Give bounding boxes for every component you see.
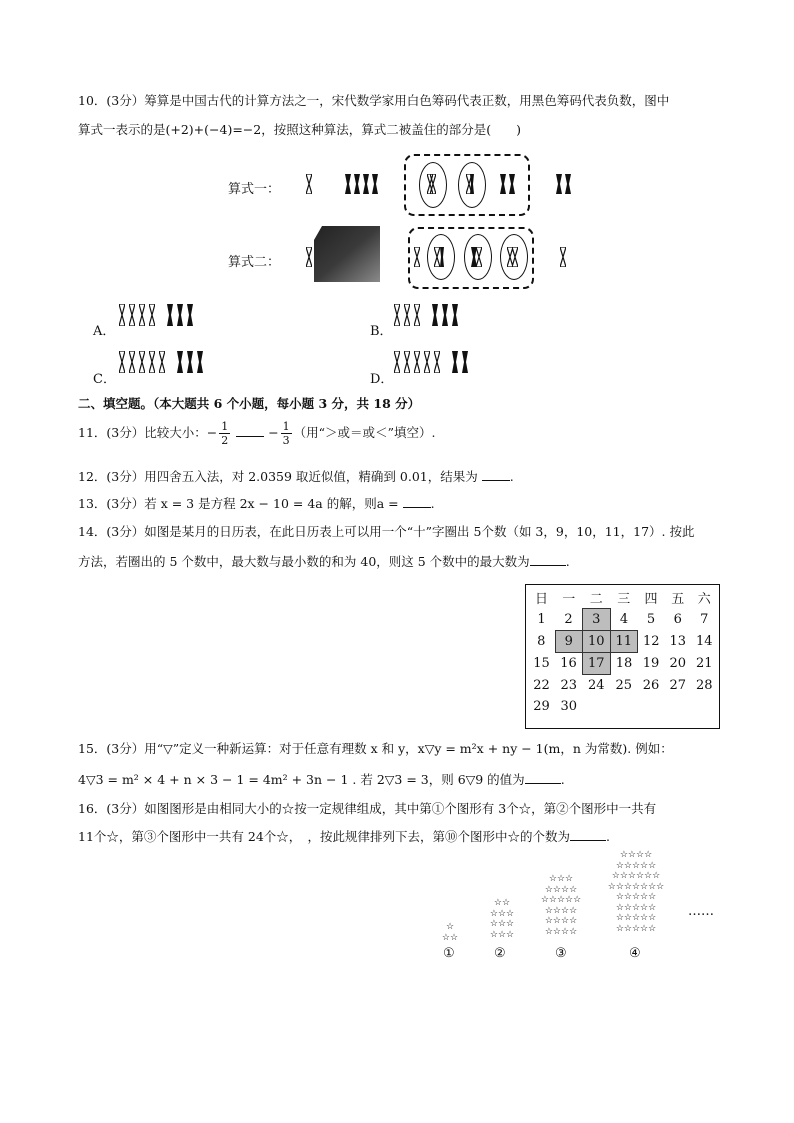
- calendar-cell: 22: [533, 677, 550, 693]
- expr2-oval-rods-2: [471, 247, 482, 267]
- q14-end: .: [565, 554, 570, 569]
- q15-line1: 15．(3分）用“▽”定义一种新运算：对于任意有理数 x 和 y，x▽y = m²x + ny − 1(m，n 为常数). 例如：: [78, 741, 673, 756]
- calendar-cell: 29: [533, 699, 550, 714]
- q10-line1: 10．(3分）筹算是中国古代的计算方法之一，宋代数学家用白色筹码代表正数，用黑色筹码代表负数，图中: [78, 93, 670, 108]
- star-figure-2: ☆☆ ☆☆☆ ☆☆☆ ☆☆☆: [489, 898, 515, 940]
- option-a-rods[interactable]: [119, 304, 193, 324]
- option-b-label[interactable]: B．: [370, 324, 393, 339]
- q16-line1: 16．(3分）如图图形是由相同大小的☆按一定规律组成，其中第①个图形有 3个☆，第②个图形中一共有: [78, 801, 657, 816]
- calendar-cell: 27: [669, 677, 687, 693]
- expr1-oval-rod-1: [427, 174, 436, 194]
- calendar-cell: 6: [673, 612, 682, 627]
- white-rod-icon: [394, 304, 400, 324]
- black-rod-icon: [432, 304, 438, 324]
- black-rod-icon: [363, 174, 369, 194]
- calendar-header: 四: [644, 592, 658, 608]
- q16-answer-blank[interactable]: [570, 828, 606, 841]
- white-rod-icon: [119, 304, 125, 324]
- calendar-cell-highlighted: 9: [555, 631, 583, 653]
- q13-end: .: [430, 496, 435, 511]
- option-c-rods[interactable]: [119, 351, 203, 371]
- calendar-cell-highlighted: 17: [583, 653, 611, 675]
- q14-text: 方法，若圈出的 5 个数中，最大数与最小数的和为 40，则这 5 个数中的最大数为: [78, 554, 530, 569]
- q11-frac2-num: 1: [282, 420, 290, 433]
- black-rod-icon: [187, 304, 193, 324]
- q11-line: [78, 420, 435, 447]
- calendar-cell: 19: [642, 656, 660, 671]
- black-rod-icon: [187, 351, 193, 371]
- calendar-cell: 26: [642, 677, 660, 693]
- calendar-cell: 23: [560, 677, 578, 693]
- expr1-oval-rod-2: [466, 174, 475, 194]
- star-figure-1: ☆ ☆☆: [441, 922, 459, 943]
- black-rod-icon: [177, 304, 183, 324]
- q16-text: 11个☆，第③个图形中一共有 24个☆， ，按此规律排列下去，第⑩个图形中☆的个数为: [78, 829, 571, 844]
- white-rod-icon: [512, 247, 518, 267]
- option-c-label[interactable]: C．: [93, 372, 116, 387]
- calendar-cell: 13: [669, 634, 687, 649]
- black-rod-icon: [442, 304, 448, 324]
- figure-label-2: ②: [494, 946, 506, 961]
- q11-prefix: 11．(3分）比较大小：−: [78, 425, 218, 440]
- white-rod-icon: [404, 304, 410, 324]
- black-rod-icon: [452, 304, 458, 324]
- q12-line: [78, 468, 514, 486]
- figure-label-4: ④: [629, 946, 641, 961]
- white-rod-icon: [430, 174, 436, 194]
- q11-mid: −: [268, 425, 279, 440]
- calendar-cell: 4: [619, 611, 629, 627]
- calendar-row: [528, 675, 718, 697]
- black-rod-icon: [177, 351, 183, 371]
- white-rod-icon: [149, 351, 155, 371]
- calendar-cell: 25: [615, 677, 633, 693]
- calendar-header: 三: [617, 592, 631, 608]
- q13-text: 13．(3分）若 x = 3 是方程 2x − 10 = 4a 的解，则a =: [78, 496, 399, 511]
- calendar-cell: 2: [564, 611, 573, 627]
- q11-answer-blank[interactable]: [236, 424, 264, 437]
- q11-frac2-den: 3: [282, 434, 290, 447]
- calendar-header: 五: [671, 592, 685, 608]
- q15-text: 4▽3 = m² × 4 + n × 3 − 1 = 4m² + 3n − 1 . 若 2▽3 = 3，则 6▽9 的值为: [78, 772, 525, 787]
- black-rod-icon: [372, 174, 378, 194]
- calendar-row: [528, 609, 718, 631]
- q14-answer-blank[interactable]: [530, 553, 566, 566]
- black-rod-icon: [462, 351, 468, 371]
- calendar-cell: 8: [537, 634, 546, 649]
- black-rod-icon: [197, 351, 203, 371]
- calendar-cell: [665, 696, 692, 717]
- black-rod-icon: [452, 351, 458, 371]
- expr1-result-rods: [556, 174, 571, 194]
- section-heading: 二、填空题。（本大题共 6 个小题，每小题 3 分，共 18 分）: [78, 396, 421, 411]
- calendar-header: 六: [697, 592, 711, 608]
- calendar-cell: 20: [669, 656, 687, 671]
- calendar-header-row: [528, 587, 718, 609]
- white-rod-icon: [394, 351, 400, 371]
- white-rod-icon: [139, 304, 145, 324]
- option-d-label[interactable]: D．: [370, 372, 394, 387]
- q11-fraction-2: [281, 420, 292, 447]
- white-rod-icon: [434, 351, 440, 371]
- option-a-label[interactable]: A．: [93, 324, 116, 339]
- expr1-white-rods: [306, 174, 312, 194]
- star-figure-4: ☆☆☆☆ ☆☆☆☆☆ ☆☆☆☆☆☆ ☆☆☆☆☆☆☆ ☆☆☆☆☆ ☆☆☆☆☆ ☆☆☆☆☆ ☆☆☆☆☆: [607, 850, 665, 934]
- calendar-cell: 15: [533, 656, 550, 671]
- figure-label-3: ③: [555, 946, 567, 961]
- white-rod-icon: [129, 304, 135, 324]
- black-rod-icon: [500, 174, 506, 194]
- white-rod-icon: [129, 351, 135, 371]
- black-rod-icon: [167, 304, 173, 324]
- q12-end: .: [509, 469, 514, 484]
- option-b-rods[interactable]: [394, 304, 458, 324]
- black-rod-icon: [439, 247, 445, 267]
- calendar-cell-highlighted: 3: [583, 609, 611, 631]
- covered-blot-image: [314, 226, 380, 282]
- expr2-oval-rods-3: [507, 247, 518, 267]
- expr1-black-rods: [345, 174, 378, 194]
- calendar-header: 一: [562, 592, 576, 608]
- calendar-cell: 21: [695, 656, 713, 671]
- calendar-cell: 30: [560, 699, 578, 714]
- star-figure-3: ☆☆☆ ☆☆☆☆ ☆☆☆☆☆ ☆☆☆☆ ☆☆☆☆ ☆☆☆☆: [540, 874, 582, 937]
- calendar-cell: 28: [695, 677, 713, 693]
- calendar: [525, 584, 720, 729]
- q14-line1: 14．(3分）如图是某月的日历表，在此日历表上可以用一个“十”字圈出 5个数（如 3，9，10，11，17）. 按此: [78, 524, 695, 539]
- white-rod-icon: [476, 247, 482, 267]
- calendar-table: [528, 587, 718, 717]
- q10-line2: 算式一表示的是(+2)+(−4)=−2，按照这种算法，算式二被盖住的部分是( ): [78, 122, 521, 137]
- black-rod-icon: [556, 174, 562, 194]
- calendar-cell: 5: [646, 612, 656, 627]
- white-rod-icon: [414, 304, 420, 324]
- q16-end: .: [606, 829, 611, 844]
- white-rod-icon: [139, 351, 145, 371]
- white-rod-icon: [306, 174, 312, 194]
- white-rod-icon: [424, 351, 430, 371]
- white-rod-icon: [159, 351, 165, 371]
- figure-label-1: ①: [443, 946, 455, 961]
- black-rod-icon: [469, 174, 475, 194]
- black-rod-icon: [345, 174, 351, 194]
- white-rod-icon: [306, 247, 312, 267]
- q12-text: 12．(3分）用四舍五入法，对 2.0359 取近似值，精确到 0.01，结果为: [78, 469, 478, 484]
- black-rod-icon: [509, 174, 515, 194]
- q13-answer-blank[interactable]: [403, 495, 431, 508]
- expr2-white-rod: [306, 247, 312, 267]
- calendar-row: [528, 653, 718, 675]
- calendar-header: 日: [534, 592, 548, 608]
- expr1-label: 算式一：: [228, 182, 281, 197]
- calendar-cell: [610, 696, 638, 717]
- q11-frac1-den: 2: [221, 434, 229, 447]
- calendar-cell-highlighted: 10: [583, 631, 611, 653]
- black-rod-icon: [354, 174, 360, 194]
- calendar-cell: [691, 696, 718, 717]
- calendar-cell-highlighted: 11: [610, 631, 638, 653]
- expr1-box-black-rods: [500, 174, 515, 194]
- black-rod-icon: [565, 174, 571, 194]
- expr2-label: 算式二：: [228, 255, 281, 270]
- calendar-cell: 24: [587, 678, 605, 693]
- q16-line2: [78, 828, 610, 846]
- expr2-result-rod: [560, 247, 566, 267]
- white-rod-icon: [149, 304, 155, 324]
- calendar-cell: 16: [560, 656, 577, 672]
- q12-answer-blank[interactable]: [482, 468, 510, 481]
- expr2-oval-rods-1: [434, 247, 445, 267]
- q15-end: .: [560, 772, 565, 787]
- q14-line2: [78, 553, 570, 571]
- q15-line2: [78, 771, 565, 789]
- white-rod-icon: [119, 351, 125, 371]
- calendar-cell: 1: [537, 612, 546, 627]
- q15-answer-blank[interactable]: [525, 771, 561, 784]
- calendar-cell: [583, 696, 611, 717]
- white-rod-icon: [560, 247, 566, 267]
- calendar-cell: 7: [700, 612, 709, 627]
- calendar-row: [528, 631, 718, 653]
- calendar-cell: [638, 696, 665, 717]
- white-rod-icon: [404, 351, 410, 371]
- q13-line: [78, 495, 435, 513]
- calendar-cell: 12: [642, 634, 660, 649]
- ellipsis: ……: [688, 904, 714, 919]
- expr2-box-white-rod: [414, 247, 420, 267]
- white-rod-icon: [414, 247, 420, 267]
- q11-frac1-num: 1: [221, 420, 229, 433]
- q11-fraction-1: [219, 420, 230, 447]
- white-rod-icon: [414, 351, 420, 371]
- q11-suffix: （用“＞或＝或＜”填空）.: [293, 425, 436, 440]
- calendar-cell: 14: [695, 634, 713, 649]
- calendar-row: [528, 696, 718, 717]
- calendar-cell: 18: [615, 656, 633, 672]
- option-d-rods[interactable]: [394, 351, 468, 371]
- calendar-header: 二: [589, 592, 603, 607]
